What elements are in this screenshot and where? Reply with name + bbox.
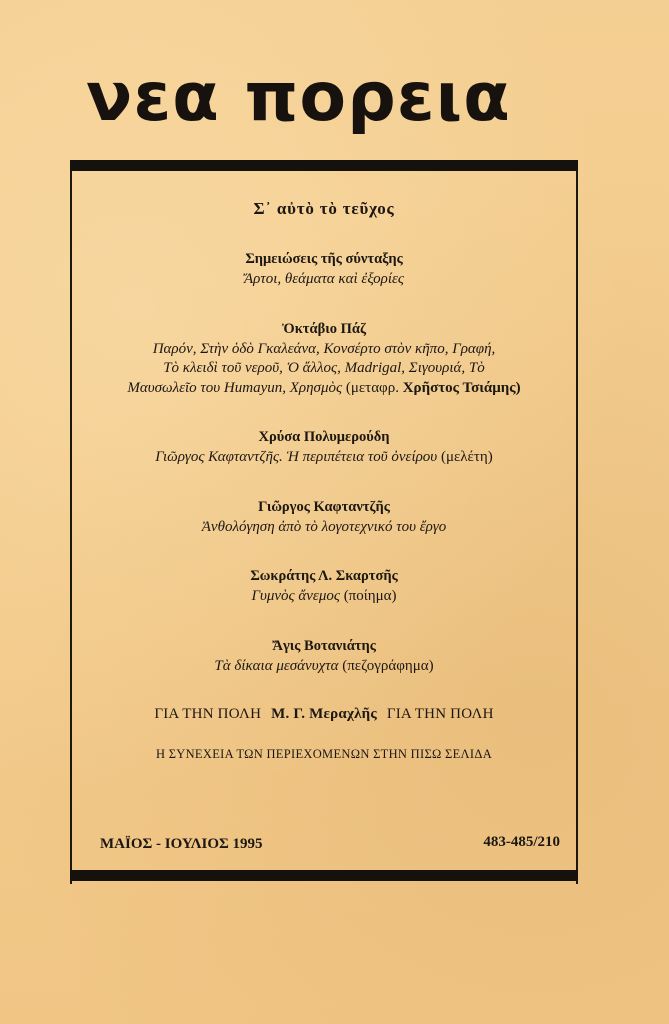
issue-number: 483-485/210 [483,834,560,850]
entry-title-line: Τὸ κλειδὶ τοῦ νεροῦ, Ὁ ἄλλος, Madrigal, Σιγουριά, Τὸ [163,360,485,376]
contents-entry-polymeroudi [92,428,556,468]
entry-author: Σημειώσεις τῆς σύνταξης [245,251,403,267]
entry-author: Ὀκτάβιο Πάζ [282,320,366,337]
entry-title [92,448,556,468]
city-section-author: Μ. Γ. Μεραχλῆς [271,706,377,722]
translator-name: Χρῆστος Τσιάμης) [402,379,521,396]
entry-title-line: Παρόν, Στὴν ὁδὸ Γκαλεάνα, Κονσέρτο στὸν κῆπο, Γραφή, [152,340,496,357]
city-section-label-right: ΓΙΑ ΤΗΝ ΠΟΛΗ [386,706,494,722]
entry-title [92,657,556,677]
city-section-label-left: ΓΙΑ ΤΗΝ ΠΟΛΗ [154,706,262,722]
continued-note: Η ΣΥΝΕΧΕΙΑ ΤΩΝ ΠΕΡΙΕΧΟΜΕΝΩΝ ΣΤΗΝ ΠΙΣΩ ΣΕΛΙΔΑ [155,747,493,761]
entry-author: Χρύσα Πολυμερούδη [258,429,390,445]
entry-title-text: Τὰ δίκαια μεσάνυχτα [214,657,339,674]
contents-entry-skartsis [92,567,556,607]
entry-title: Ἄρτοι, θεάματα καὶ ἐξορίες [243,271,404,287]
entry-title-line [92,379,556,399]
entry-title-text: Γιῶργος Καφταντζῆς. Ἡ περιπέτεια τοῦ ὀνείρου [155,449,438,465]
bottom-rule [70,870,578,881]
entry-author: Σωκράτης Λ. Σκαρτσῆς [250,568,398,584]
entry-genre: (πεζογράφημα) [342,657,434,674]
city-section [92,706,556,723]
entry-genre: (ποίημα) [343,588,397,604]
entry-author: Ἄγις Βοτανιάτης [272,637,376,654]
contents-heading: Σ᾽ αὐτὸ τὸ τεῦχος [253,199,395,218]
entry-title-text: Γυμνὸς ἄνεμος [251,588,340,604]
translation-note: (μεταφρ. [345,379,399,396]
entry-title: Ἀνθολόγηση ἀπὸ τὸ λογοτεχνικό του ἔργο [201,518,447,535]
table-of-contents [92,199,556,762]
contents-entry-kaftantzis [92,498,556,538]
entry-author: Γιῶργος Καφταντζῆς [258,498,390,515]
entry-genre: (μελέτη) [440,449,493,465]
entry-title [92,587,556,607]
contents-entry-editorial [92,250,556,290]
contents-entry-votaniatis [92,637,556,677]
entry-title-part: Μαυσωλεῖο του Humayun, Χρησμὸς [127,379,343,396]
contents-entry-paz [92,320,556,399]
magazine-title: νεα πορεια [86,58,511,137]
issue-date: ΜΑΪΟΣ - ΙΟΥΛΙΟΣ 1995 [100,836,263,852]
top-rule [70,160,578,171]
